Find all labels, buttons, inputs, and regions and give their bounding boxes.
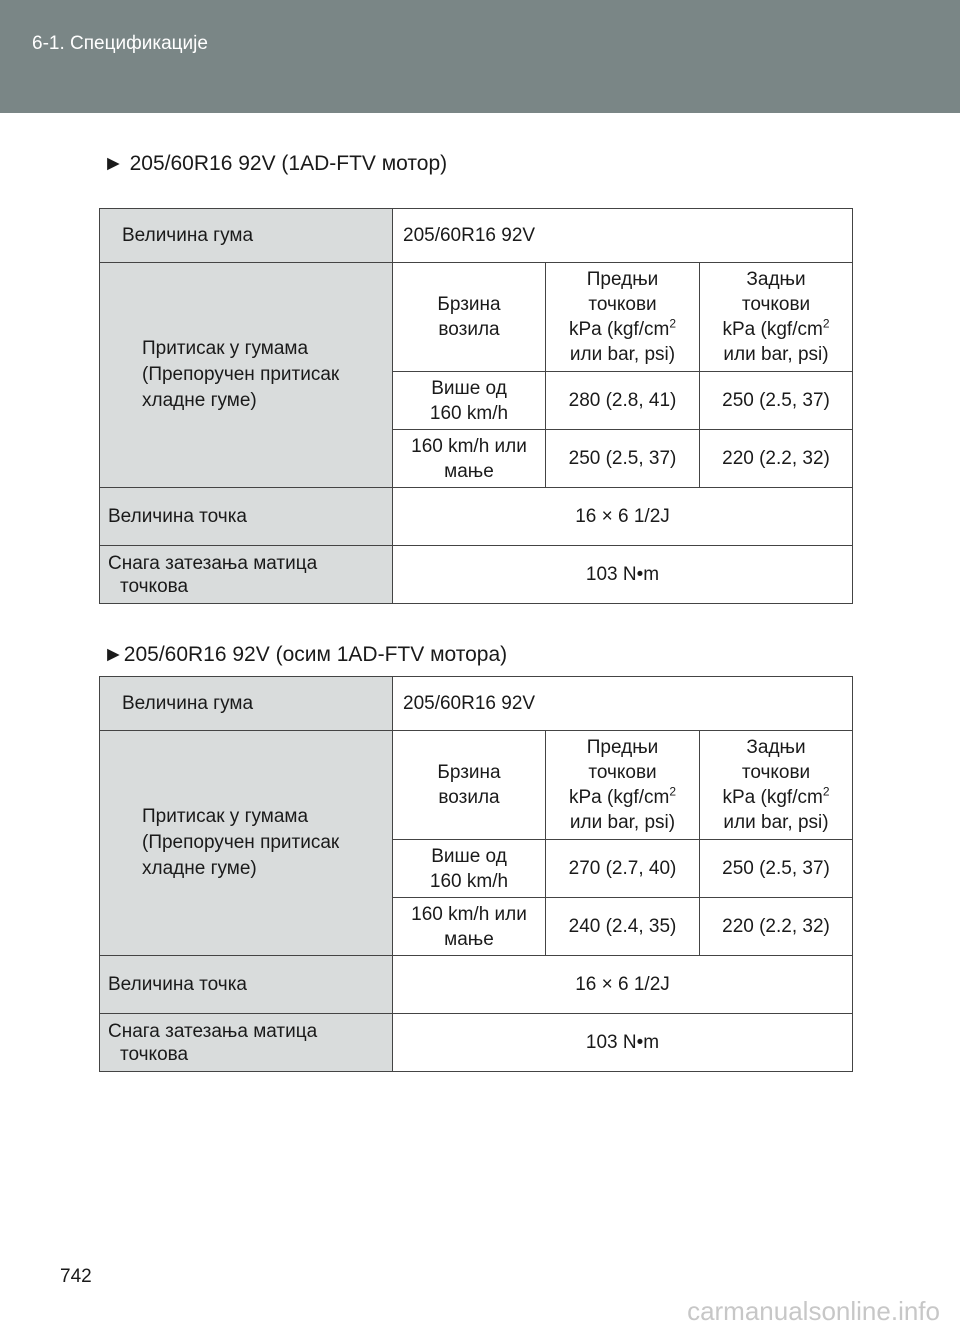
header-line: Брзина bbox=[437, 762, 501, 783]
front-pressure-cell: 280 (2.8, 41) bbox=[546, 372, 700, 430]
rear-pressure-cell: 220 (2.2, 32) bbox=[700, 430, 853, 488]
cell-line: 160 km/h bbox=[429, 402, 509, 424]
table-row bbox=[100, 263, 853, 372]
table-row bbox=[100, 488, 853, 546]
label-line: Снага затезања матица bbox=[108, 1020, 318, 1042]
wheel-size-label: Величина точка bbox=[100, 956, 393, 1014]
section-heading: ► 205/60R16 92V (1AD-FTV мотор) bbox=[103, 152, 448, 175]
tire-size-value: 205/60R16 92V bbox=[393, 209, 853, 263]
column-header-speed bbox=[393, 731, 546, 840]
cell-line: 160 km/h bbox=[429, 870, 509, 892]
header-line: или bar, psi) bbox=[723, 344, 829, 365]
speed-cell bbox=[393, 430, 546, 488]
speed-cell bbox=[393, 372, 546, 430]
front-pressure-cell: 270 (2.7, 40) bbox=[546, 840, 700, 898]
column-header-rear bbox=[700, 731, 853, 840]
header-line: или bar, psi) bbox=[569, 344, 676, 365]
column-header-front bbox=[546, 731, 700, 840]
header-line: или bar, psi) bbox=[723, 812, 829, 833]
rear-pressure-cell: 250 (2.5, 37) bbox=[700, 840, 853, 898]
table-row bbox=[100, 546, 853, 604]
torque-value: 103 N•m bbox=[393, 1014, 853, 1072]
torque-label bbox=[100, 546, 393, 604]
table-row bbox=[100, 677, 853, 731]
cell-line: Више од bbox=[431, 845, 507, 867]
header-line: Задњи bbox=[746, 269, 806, 290]
header-line: точкови bbox=[741, 762, 811, 783]
cell-line: мање bbox=[444, 928, 494, 950]
torque-value: 103 N•m bbox=[393, 546, 853, 604]
watermark: carmanualsonline.info bbox=[687, 1296, 940, 1326]
label-line: точкова bbox=[120, 1043, 189, 1065]
superscript: 2 bbox=[822, 784, 830, 799]
tire-size-label: Величина гума bbox=[100, 209, 393, 263]
superscript: 2 bbox=[669, 784, 676, 799]
header-line: точкови bbox=[588, 294, 657, 315]
header-line: точкови bbox=[588, 762, 657, 783]
cell-line: Више од bbox=[431, 377, 507, 399]
header-line: Задњи bbox=[746, 737, 806, 758]
header-line: или bar, psi) bbox=[569, 812, 676, 833]
label-line: (Препоручен притисак bbox=[142, 364, 340, 385]
label-line: (Препоручен притисак bbox=[142, 832, 340, 853]
label-line: хладне гуме) bbox=[142, 858, 257, 879]
pressure-label bbox=[100, 263, 393, 488]
cell-line: мање bbox=[444, 460, 494, 482]
superscript: 2 bbox=[669, 316, 676, 331]
header-line: kPa (kgf/cm bbox=[722, 787, 823, 808]
label-line: хладне гуме) bbox=[142, 390, 257, 411]
label-line: точкова bbox=[120, 575, 189, 597]
header-line: возила bbox=[438, 319, 500, 340]
pressure-label bbox=[100, 731, 393, 956]
label-line: Снага затезања матица bbox=[108, 552, 318, 574]
header-line: kPa (kgf/cm bbox=[569, 319, 670, 340]
cell-line: 160 km/h или bbox=[411, 903, 527, 925]
label-line: Притисак у гумама bbox=[142, 338, 309, 359]
speed-cell bbox=[393, 840, 546, 898]
wheel-size-label: Величина точка bbox=[100, 488, 393, 546]
label-line: Притисак у гумама bbox=[142, 806, 309, 827]
spec-table bbox=[99, 208, 853, 604]
header-line: kPa (kgf/cm bbox=[722, 319, 823, 340]
header-line: Брзина bbox=[437, 294, 501, 315]
spec-table bbox=[99, 676, 853, 1072]
front-pressure-cell: 240 (2.4, 35) bbox=[546, 898, 700, 956]
header-line: Предњи bbox=[586, 737, 659, 758]
torque-label bbox=[100, 1014, 393, 1072]
rear-pressure-cell: 250 (2.5, 37) bbox=[700, 372, 853, 430]
header-line: возила bbox=[438, 787, 500, 808]
section-heading: ►205/60R16 92V (осим 1AD-FTV мотора) bbox=[103, 643, 508, 666]
table-row bbox=[100, 1014, 853, 1072]
superscript: 2 bbox=[822, 316, 830, 331]
front-pressure-cell: 250 (2.5, 37) bbox=[546, 430, 700, 488]
table-row bbox=[100, 731, 853, 840]
page-number: 742 bbox=[60, 1266, 92, 1287]
table-row bbox=[100, 956, 853, 1014]
tire-size-label: Величина гума bbox=[100, 677, 393, 731]
wheel-size-value: 16 × 6 1/2J bbox=[393, 488, 853, 546]
table-row bbox=[100, 209, 853, 263]
section-title: 6-1. Спецификације bbox=[32, 33, 208, 54]
speed-cell bbox=[393, 898, 546, 956]
wheel-size-value: 16 × 6 1/2J bbox=[393, 956, 853, 1014]
cell-line: 160 km/h или bbox=[411, 435, 527, 457]
header-bar bbox=[0, 0, 960, 113]
column-header-rear bbox=[700, 263, 853, 372]
column-header-front bbox=[546, 263, 700, 372]
tire-size-value: 205/60R16 92V bbox=[393, 677, 853, 731]
header-line: точкови bbox=[741, 294, 811, 315]
rear-pressure-cell: 220 (2.2, 32) bbox=[700, 898, 853, 956]
column-header-speed bbox=[393, 263, 546, 372]
header-line: kPa (kgf/cm bbox=[569, 787, 670, 808]
header-line: Предњи bbox=[586, 269, 659, 290]
